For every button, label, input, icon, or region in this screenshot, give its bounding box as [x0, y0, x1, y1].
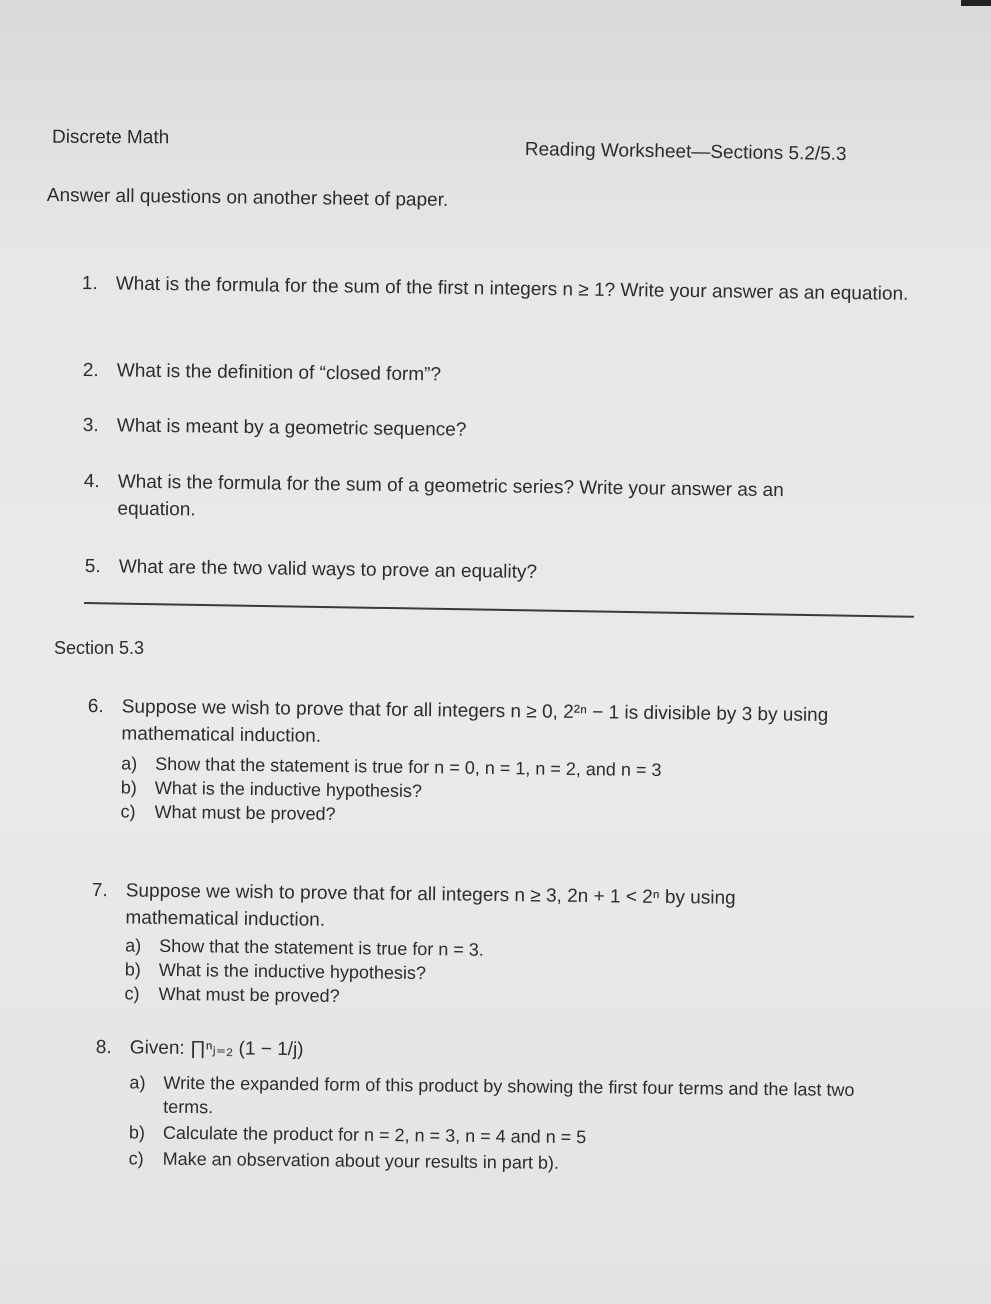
question-2 — [83, 357, 923, 397]
section-5-3-heading: Section 5.3 — [54, 638, 145, 658]
part-letter: c) — [124, 983, 140, 1004]
worksheet-title: Reading Worksheet—Sections 5.2/5.3 — [524, 139, 847, 166]
part-text: Show that the statement is true for n = 0, n = 1, n = 2, and n = 3 — [155, 753, 662, 781]
part-text: Write the expanded form of this product by showing the first four terms and the last two terms. — [163, 1072, 855, 1118]
part-text: What must be proved? — [154, 801, 336, 825]
question-number: 5. — [84, 555, 101, 578]
part-letter: a) — [121, 753, 138, 774]
question-number: 4. — [83, 470, 100, 493]
question-number: 8. — [95, 1036, 112, 1059]
question-6 — [86, 693, 918, 843]
question-8-part-b — [129, 1120, 587, 1149]
question-7 — [90, 877, 812, 1026]
part-text: What is the inductive hypothesis? — [154, 777, 423, 802]
question-6-part-c — [120, 799, 335, 826]
part-letter: c) — [128, 1148, 144, 1169]
question-6-part-b — [121, 775, 422, 803]
part-text: What is the inductive hypothesis? — [158, 959, 427, 984]
question-7-part-b — [125, 957, 426, 985]
course-title: Discrete Math — [51, 126, 170, 149]
question-text: What are the two valid ways to prove an equality? — [118, 556, 538, 583]
question-8-part-c — [129, 1146, 559, 1175]
question-3 — [83, 412, 923, 452]
question-1 — [81, 270, 922, 341]
question-number: 2. — [82, 359, 99, 382]
question-text: Given: ∏ⁿⱼ₌₂ (1 − 1/j) — [129, 1037, 304, 1061]
question-8 — [95, 1034, 896, 1182]
part-letter: b) — [128, 1122, 146, 1143]
part-letter: b) — [124, 959, 142, 980]
question-7-part-c — [124, 981, 339, 1008]
question-number: 1. — [81, 272, 98, 295]
question-number: 3. — [82, 414, 99, 437]
part-letter: a) — [125, 935, 142, 956]
question-number: 7. — [91, 879, 108, 902]
question-text: Suppose we wish to prove that for all integers n ≥ 3, 2n + 1 < 2ⁿ by using mathematical induction. — [125, 880, 736, 931]
section-divider — [84, 602, 914, 618]
part-text: Calculate the product for n = 2, n = 3, n = 4 and n = 5 — [162, 1122, 587, 1148]
part-text: Make an observation about your results in part b). — [162, 1148, 559, 1173]
question-4 — [83, 468, 884, 538]
question-5 — [85, 553, 885, 593]
question-text: What is the formula for the sum of a geometric series? Write your answer as an equation. — [117, 471, 784, 521]
part-letter: c) — [120, 801, 136, 822]
part-letter: a) — [129, 1072, 146, 1093]
part-letter: b) — [120, 777, 137, 798]
question-8-part-a — [129, 1070, 879, 1126]
question-text: Suppose we wish to prove that for all integers n ≥ 0, 2²ⁿ − 1 is divisible by 3 by using mathematical induction. — [121, 696, 829, 747]
question-text: What is the formula for the sum of the first n integers n ≥ 1? Write your answer as an equation. — [115, 273, 909, 305]
question-text: What is meant by a geometric sequence? — [116, 415, 467, 441]
question-number: 6. — [87, 695, 104, 718]
screen-corner-edge — [961, 0, 991, 6]
question-text: What is the definition of “closed form”? — [116, 360, 442, 386]
instructions: Answer all questions on another sheet of paper. — [46, 185, 449, 211]
part-text: Show that the statement is true for n = 3. — [159, 935, 484, 960]
part-text: What must be proved? — [158, 983, 340, 1007]
